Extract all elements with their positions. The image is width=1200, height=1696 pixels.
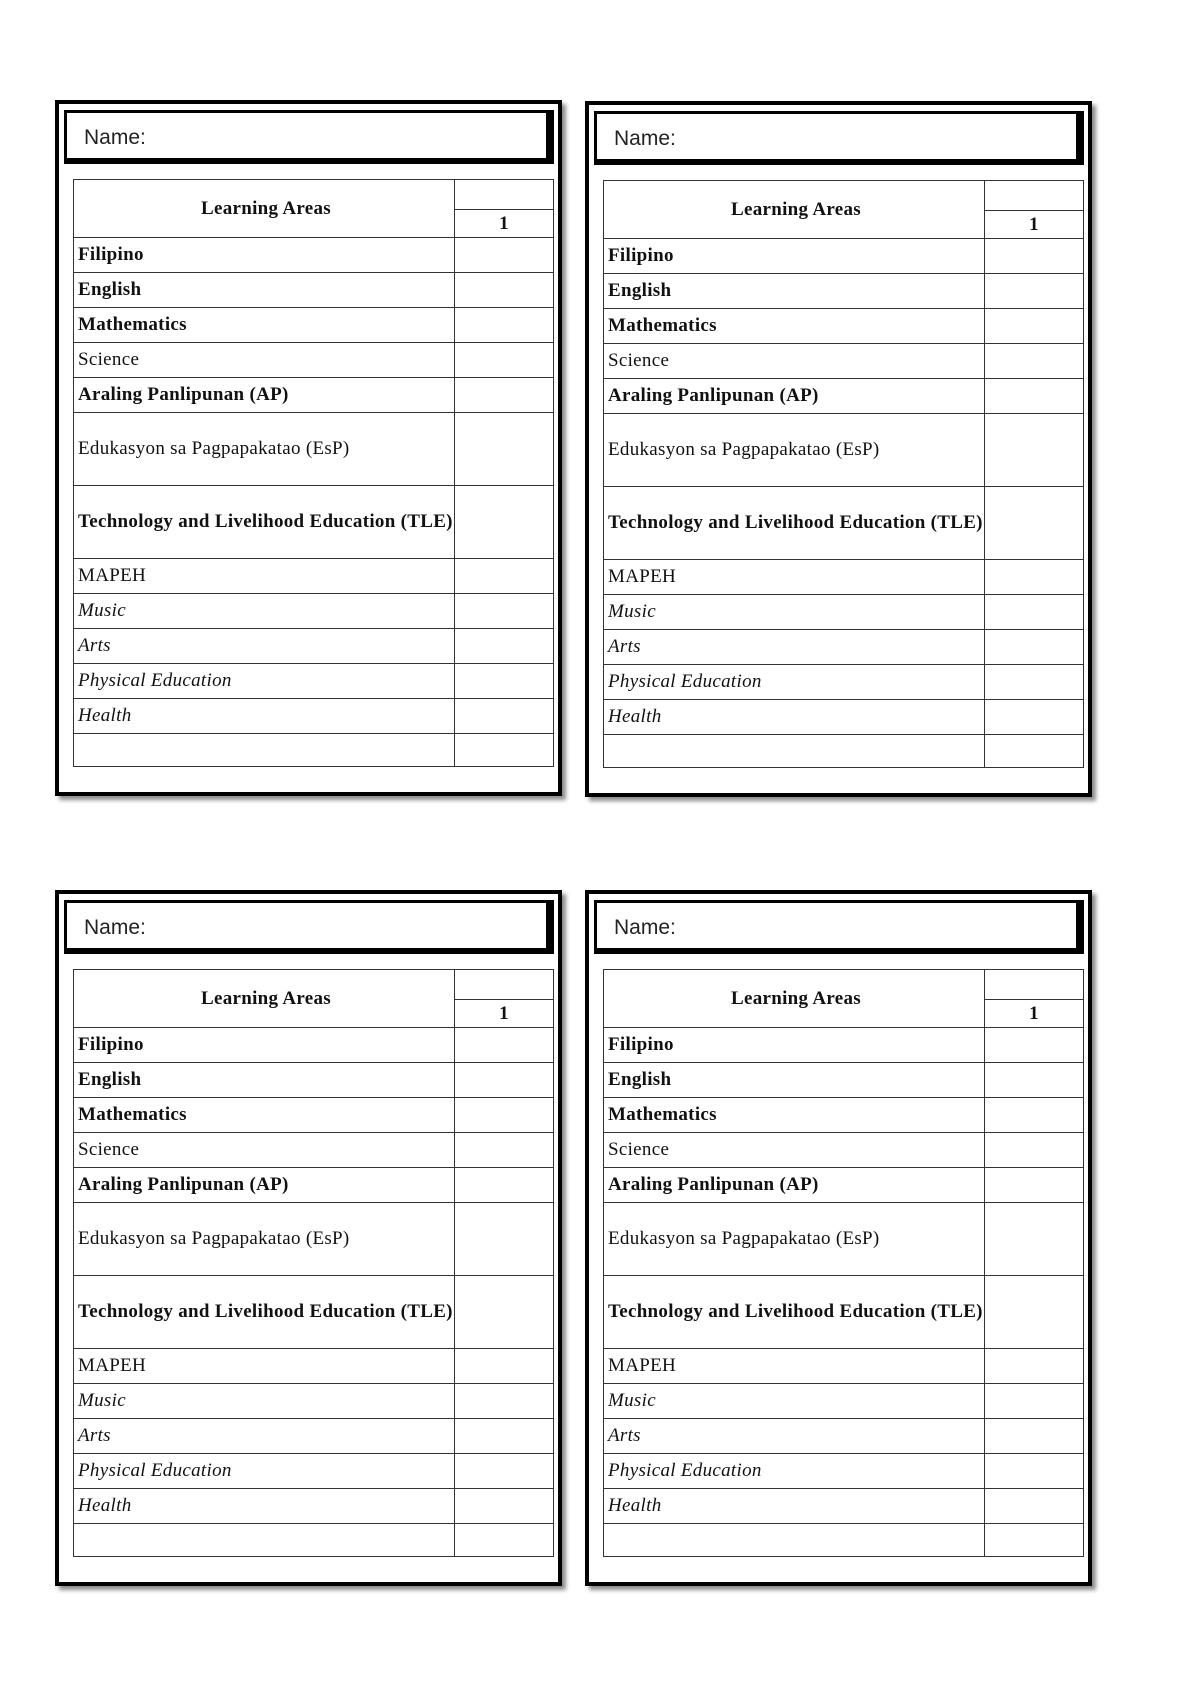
grade-cell[interactable] — [985, 379, 1084, 414]
subject-music: Music — [604, 1384, 985, 1419]
quarter-header-spacer — [985, 970, 1084, 1000]
subject-english: English — [604, 274, 985, 309]
subject-esp: Edukasyon sa Pagpapakatao (EsP) — [604, 1203, 985, 1276]
grade-cell[interactable] — [985, 665, 1084, 700]
subject-arts: Arts — [604, 1419, 985, 1454]
grade-cell[interactable] — [985, 309, 1084, 344]
grade-cell[interactable] — [985, 1133, 1084, 1168]
quarter-number: 1 — [985, 1000, 1084, 1028]
grade-cell[interactable] — [985, 1276, 1084, 1349]
subject-english: English — [74, 273, 455, 308]
quarter-number: 1 — [985, 211, 1084, 239]
name-field[interactable] — [594, 111, 1084, 165]
subject-health: Health — [74, 699, 455, 734]
grade-cell[interactable] — [455, 1349, 554, 1384]
subject-filipino: Filipino — [74, 1028, 455, 1063]
grade-cell[interactable] — [985, 560, 1084, 595]
subject-english: English — [74, 1063, 455, 1098]
subject-mapeh: MAPEH — [604, 1349, 985, 1384]
grade-cell[interactable] — [455, 1524, 554, 1557]
subject-arts: Arts — [74, 1419, 455, 1454]
quarter-number: 1 — [455, 1000, 554, 1028]
grade-cell[interactable] — [985, 1489, 1084, 1524]
grade-cell[interactable] — [455, 664, 554, 699]
grade-cell[interactable] — [985, 239, 1084, 274]
grade-cell[interactable] — [985, 1384, 1084, 1419]
grade-cell[interactable] — [455, 1419, 554, 1454]
report-card-3 — [55, 890, 562, 1586]
subject-filipino: Filipino — [74, 238, 455, 273]
grade-cell[interactable] — [455, 594, 554, 629]
grade-cell[interactable] — [455, 1203, 554, 1276]
subject-mapeh: MAPEH — [604, 560, 985, 595]
grade-cell[interactable] — [985, 630, 1084, 665]
grades-table — [73, 179, 554, 767]
grade-cell[interactable] — [455, 486, 554, 559]
grade-cell[interactable] — [985, 1028, 1084, 1063]
grade-cell[interactable] — [985, 274, 1084, 309]
name-label: Name: — [614, 127, 676, 150]
report-card-2 — [585, 101, 1092, 797]
subject-health: Health — [604, 700, 985, 735]
subject-mapeh: MAPEH — [74, 559, 455, 594]
subject-ap: Araling Panlipunan (AP) — [74, 1168, 455, 1203]
learning-areas-header: Learning Areas — [604, 181, 985, 239]
grade-cell[interactable] — [985, 1063, 1084, 1098]
subject-tle: Technology and Livelihood Education (TLE) — [74, 1276, 455, 1349]
grades-table — [603, 969, 1084, 1557]
subject-pe: Physical Education — [74, 1454, 455, 1489]
grade-cell[interactable] — [985, 1168, 1084, 1203]
subject-pe: Physical Education — [604, 665, 985, 700]
subject-ap: Araling Panlipunan (AP) — [604, 379, 985, 414]
subject-filipino: Filipino — [604, 239, 985, 274]
subject-music: Music — [604, 595, 985, 630]
name-field[interactable] — [64, 110, 554, 164]
grade-cell[interactable] — [985, 595, 1084, 630]
grade-cell[interactable] — [985, 1419, 1084, 1454]
subject-mapeh: MAPEH — [74, 1349, 455, 1384]
name-field[interactable] — [594, 900, 1084, 954]
empty-row-label — [604, 1524, 985, 1557]
name-label: Name: — [614, 916, 676, 939]
subject-music: Music — [74, 1384, 455, 1419]
grade-cell[interactable] — [455, 413, 554, 486]
grade-cell[interactable] — [455, 273, 554, 308]
grade-cell[interactable] — [455, 734, 554, 767]
grade-cell[interactable] — [455, 559, 554, 594]
grade-cell[interactable] — [455, 1098, 554, 1133]
grades-table — [73, 969, 554, 1557]
subject-ap: Araling Panlipunan (AP) — [74, 378, 455, 413]
subject-science: Science — [604, 344, 985, 379]
report-card-1 — [55, 100, 562, 796]
grade-cell[interactable] — [455, 308, 554, 343]
subject-science: Science — [74, 343, 455, 378]
grade-cell[interactable] — [985, 1524, 1084, 1557]
subject-pe: Physical Education — [604, 1454, 985, 1489]
subject-tle: Technology and Livelihood Education (TLE) — [604, 1276, 985, 1349]
subject-arts: Arts — [74, 629, 455, 664]
grade-cell[interactable] — [455, 1384, 554, 1419]
quarter-header-spacer — [985, 181, 1084, 211]
subject-mathematics: Mathematics — [604, 309, 985, 344]
subject-esp: Edukasyon sa Pagpapakatao (EsP) — [74, 413, 455, 486]
subject-arts: Arts — [604, 630, 985, 665]
subject-filipino: Filipino — [604, 1028, 985, 1063]
grade-cell[interactable] — [985, 487, 1084, 560]
quarter-header-spacer — [455, 180, 554, 210]
grade-cell[interactable] — [455, 1028, 554, 1063]
grade-cell[interactable] — [985, 414, 1084, 487]
grade-cell[interactable] — [455, 1133, 554, 1168]
subject-english: English — [604, 1063, 985, 1098]
grade-cell[interactable] — [985, 1349, 1084, 1384]
subject-esp: Edukasyon sa Pagpapakatao (EsP) — [604, 414, 985, 487]
empty-row-label — [74, 1524, 455, 1557]
subject-music: Music — [74, 594, 455, 629]
subject-esp: Edukasyon sa Pagpapakatao (EsP) — [74, 1203, 455, 1276]
empty-row-label — [74, 734, 455, 767]
learning-areas-header: Learning Areas — [74, 180, 455, 238]
subject-health: Health — [604, 1489, 985, 1524]
quarter-number: 1 — [455, 210, 554, 238]
subject-science: Science — [74, 1133, 455, 1168]
grade-cell[interactable] — [985, 735, 1084, 768]
name-label: Name: — [84, 916, 146, 939]
grades-table — [603, 180, 1084, 768]
grade-cell[interactable] — [455, 1489, 554, 1524]
learning-areas-header: Learning Areas — [604, 970, 985, 1028]
grade-cell[interactable] — [455, 343, 554, 378]
grade-cell[interactable] — [455, 1168, 554, 1203]
subject-mathematics: Mathematics — [604, 1098, 985, 1133]
subject-science: Science — [604, 1133, 985, 1168]
subject-ap: Araling Panlipunan (AP) — [604, 1168, 985, 1203]
subject-tle: Technology and Livelihood Education (TLE) — [604, 487, 985, 560]
grade-cell[interactable] — [455, 378, 554, 413]
grade-cell[interactable] — [455, 699, 554, 734]
grade-cell[interactable] — [455, 238, 554, 273]
subject-tle: Technology and Livelihood Education (TLE) — [74, 486, 455, 559]
grade-cell[interactable] — [985, 700, 1084, 735]
grade-cell[interactable] — [985, 1098, 1084, 1133]
grade-cell[interactable] — [455, 1276, 554, 1349]
subject-mathematics: Mathematics — [74, 308, 455, 343]
grade-cell[interactable] — [455, 1063, 554, 1098]
learning-areas-header: Learning Areas — [74, 970, 455, 1028]
empty-row-label — [604, 735, 985, 768]
grade-cell[interactable] — [985, 1203, 1084, 1276]
grade-cell[interactable] — [985, 1454, 1084, 1489]
grade-cell[interactable] — [455, 1454, 554, 1489]
grade-cell[interactable] — [455, 629, 554, 664]
report-card-4 — [585, 890, 1092, 1586]
name-field[interactable] — [64, 900, 554, 954]
subject-health: Health — [74, 1489, 455, 1524]
quarter-header-spacer — [455, 970, 554, 1000]
subject-pe: Physical Education — [74, 664, 455, 699]
name-label: Name: — [84, 126, 146, 149]
grade-cell[interactable] — [985, 344, 1084, 379]
subject-mathematics: Mathematics — [74, 1098, 455, 1133]
